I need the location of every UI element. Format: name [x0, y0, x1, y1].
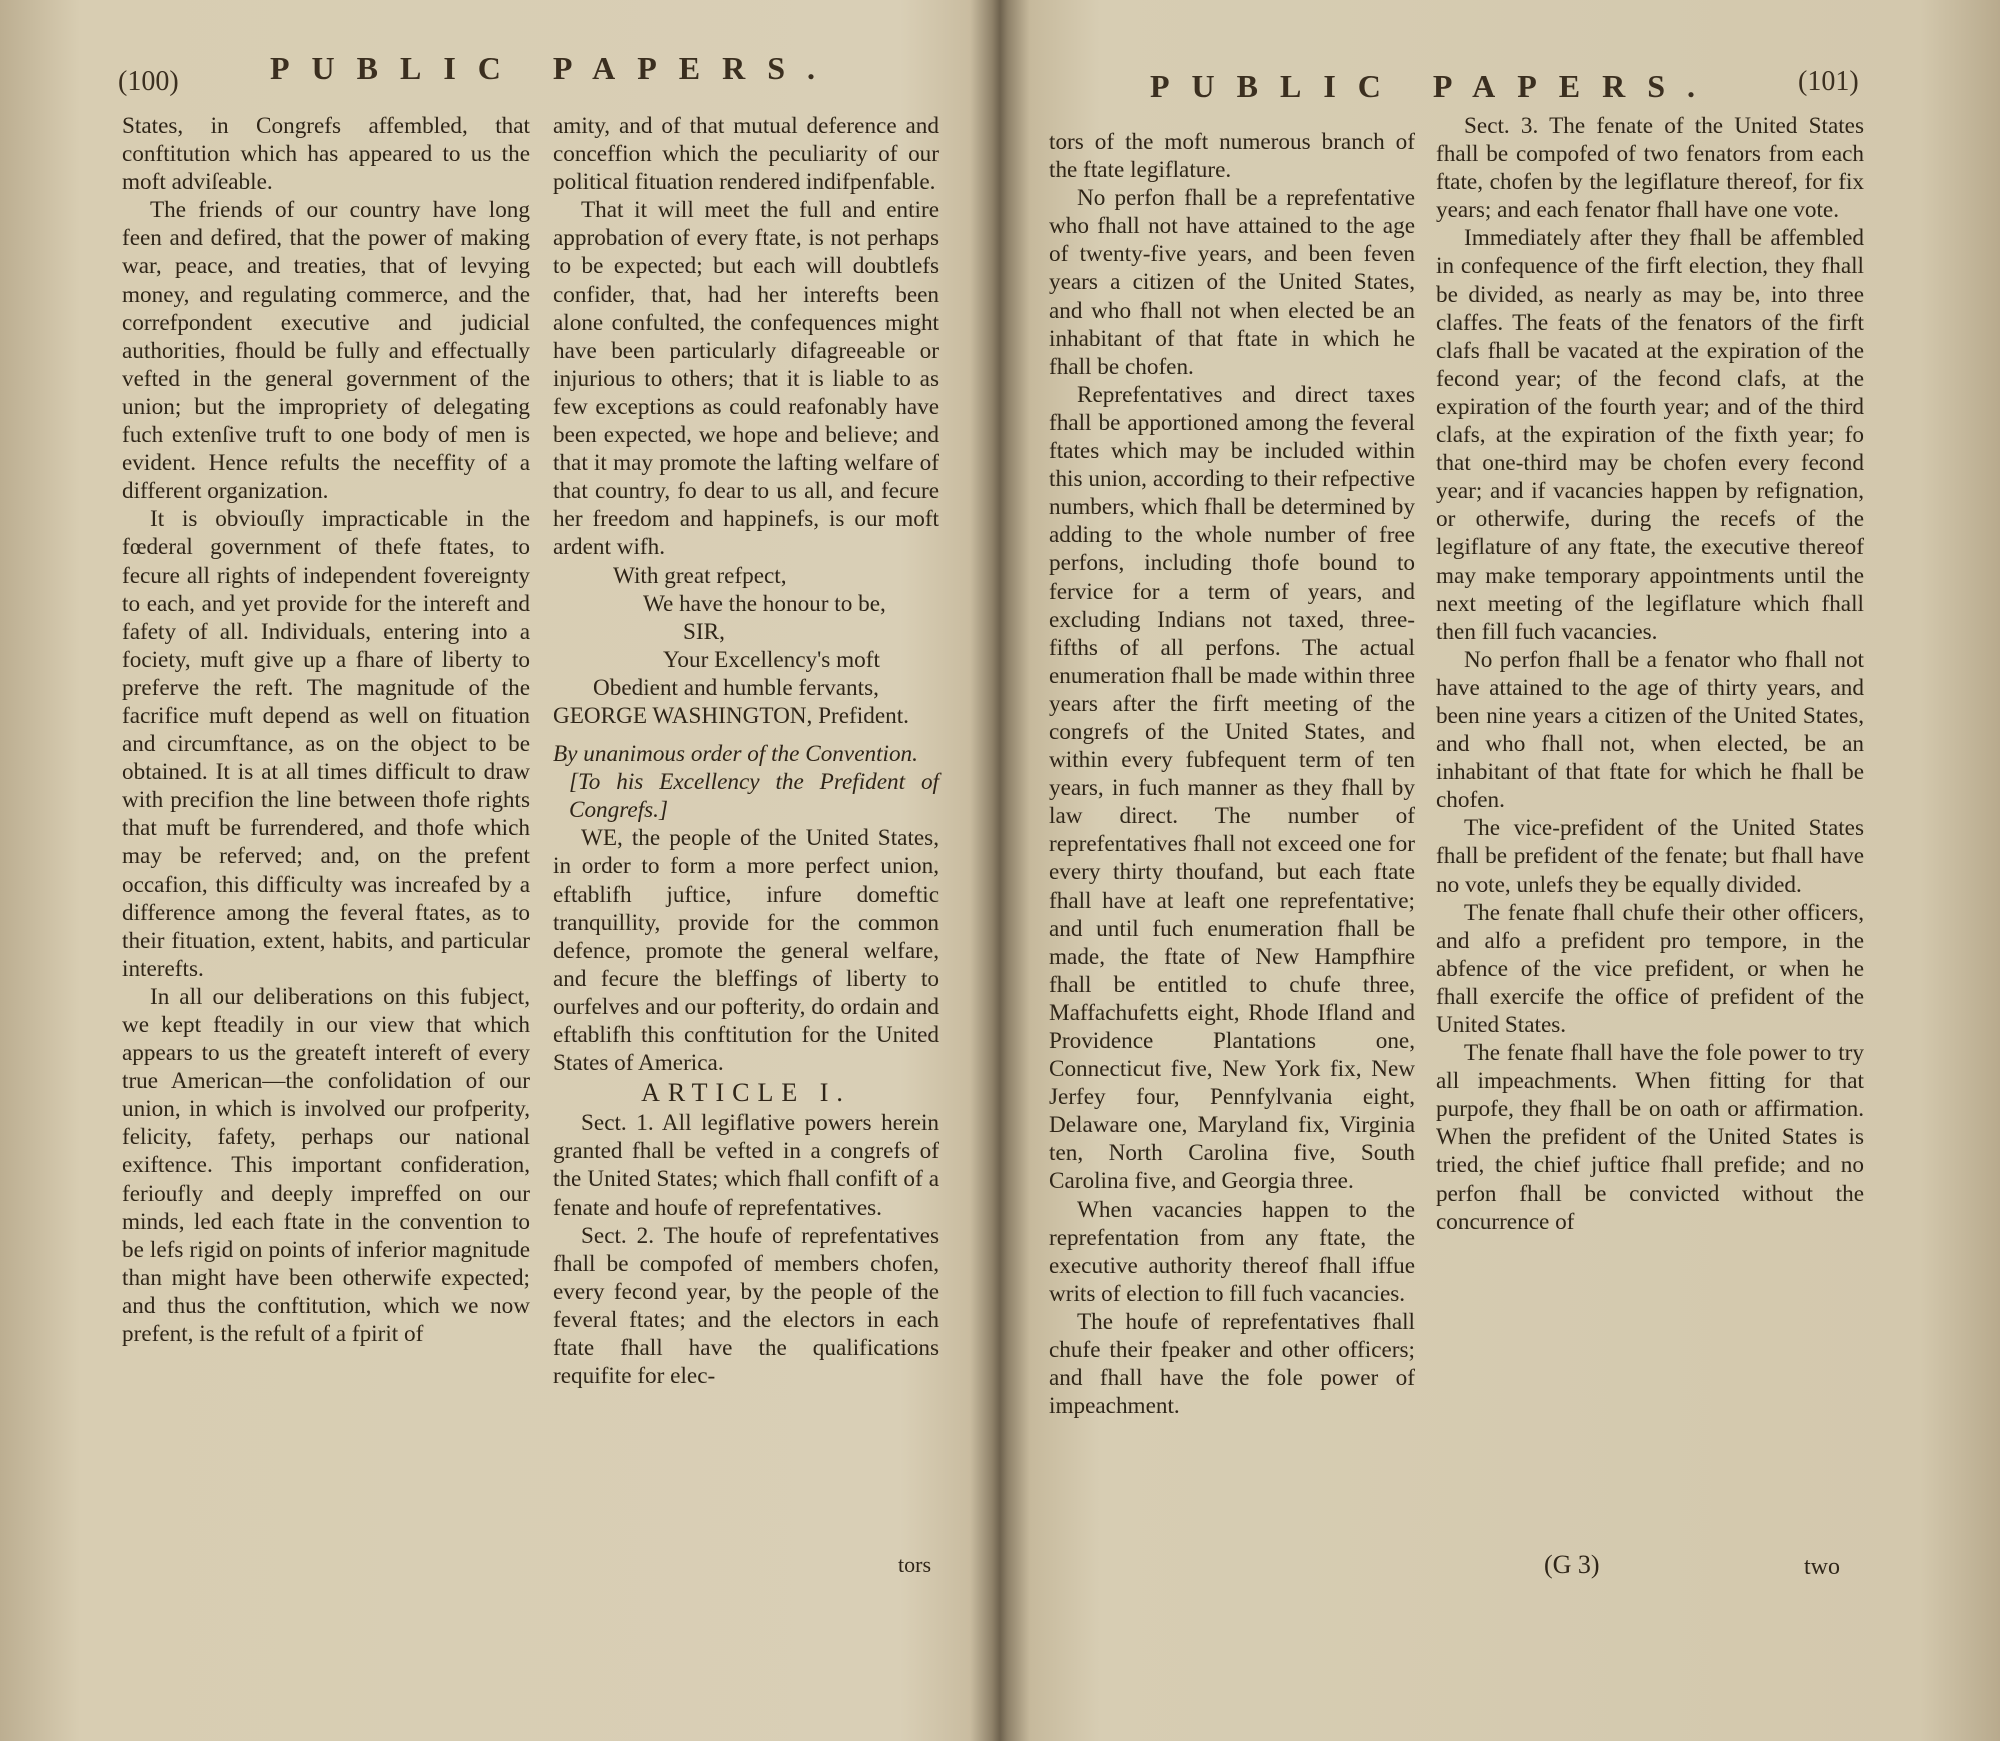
closing-line: With great refpect, — [613, 562, 787, 589]
paragraph: Immediately after they fhall be affembled in confequence of the firft election, they fhall be divided, as nearly as may be, into three claffes. The feats of the fenators of the firft clafs fhall be vacated at the expiration of the fecond year; of the fecond clafs, at the expiration of the fourth year; and of the third clafs, at the expiration of the fixth year; fo that one-third may be chofen every fecond year; and if vacancies happen by refignation, or otherwife, during the recefs of the legiflature of any ftate, the executive thereof may make temporary appointments until the next meeting of the legiflature which fhall then fill fuch vacancies. — [1436, 225, 1864, 645]
preamble: WE, the people of the United States, in order to form a more perfect union, eftablifh juftice, infure domeftic tranquillity, provide for the common defence, promote the general welfare, and fecure the bleffings of liberty to ourfelves and our pofterity, do ordain and eftablifh this conftitution for the United States of America. — [553, 825, 939, 1077]
section-1: Sect. 1. All legiflative powers herein granted fhall be vefted in a congrefs of the United States; which fhall confift of a fenate and houfe of reprefentatives. — [553, 1110, 939, 1221]
closing-line: We have the honour to be, — [643, 590, 886, 617]
right-column-1 — [1049, 128, 1415, 1420]
running-head: PUBLIC PAPERS. — [1150, 68, 1717, 104]
paragraph: When vacancies happen to the reprefentation from any ftate, the executive authority thereof fhall iffue writs of election to fill fuch vacancies. — [1049, 1196, 1415, 1307]
paragraph: amity, and of that mutual deference and conceffion which the peculiarity of our political fituation rendered indifpenfable. — [553, 113, 939, 196]
paragraph: tors of the moft numerous branch of the ftate legiflature. — [1049, 129, 1415, 184]
order-line: By unanimous order of the Convention. — [553, 741, 918, 768]
paragraph: No perfon fhall be a reprefentative who fhall not have attained to the age of twenty-five years, and been feven years a citizen of the United States, and who fhall not when elected be an inhabitant of that ftate in which he fhall be chofen. — [1049, 185, 1415, 380]
right-page — [1004, 0, 2000, 1741]
closing-line: SIR, — [683, 618, 725, 645]
page-number: (101) — [1798, 66, 1859, 97]
paragraph: The fenate fhall chufe their other officers, and alfo a prefident pro tempore, in the abfence of the vice prefident, or when he fhall exercife the office of prefident of the United States. — [1436, 899, 1864, 1038]
left-column-2 — [553, 112, 939, 1390]
paragraph: States, in Congrefs affembled, that conftitution which has appeared to us the moft adviſeable. — [122, 113, 530, 196]
article-heading: ARTICLE I. — [641, 1078, 851, 1108]
paragraph: The fenate fhall have the fole power to try all impeachments. When fitting for that purpofe, they fhall be on oath or affirmation. When the prefident of the United States is tried, the chief juftice fhall prefide; and no perfon fhall be convicted without the concurrence of — [1436, 1040, 1864, 1235]
page-number: (100) — [118, 66, 179, 97]
paragraph: The friends of our country have long feen and defired, that the power of making war, peace, and treaties, that of levying money, and regulating commerce, and the correfpondent executive and judicial authorities, fhould be fully and effectually vefted in the general government of the union; but the impropriety of delegating fuch extenſive truft to one body of men is evident. Hence refults the neceffity of a different organization. — [122, 197, 530, 505]
paragraph: It is obviouſly impracticable in the fœderal government of thefe ftates, to fecure all rights of independent fovereignty to each, and yet provide for the intereft and fafety of all. Individuals, entering into a fociety, muft give up a fhare of liberty to preferve the reft. The magnitude of the facrifice muft depend as well on fituation and circumftance, as on the object to be obtained. It is at all times difficult to draw with precifion the line between thofe rights that muft be furrendered, and thofe which may be referved; and, on the prefent occafion, this difficulty was increafed by a difference among the feveral ftates, as to their fituation, extent, habits, and particular interefts. — [122, 506, 530, 982]
letter-closing — [553, 562, 939, 731]
right-column-2 — [1436, 112, 1864, 1236]
paragraph: Reprefentatives and direct taxes fhall be apportioned among the feveral ftates which may be included within this union, according to their refpective numbers, which fhall be determined by adding to the whole number of free perfons, including thofe bound to fervice for a term of years, and excluding Indians not taxed, three-fifths of all perfons. The actual enumeration fhall be made within three years after the firft meeting of the congrefs of the United States, and within every fubfequent term of ten years, in fuch manner as they fhall by law direct. The number of reprefentatives fhall not exceed one for every thirty thoufand, but each ftate fhall have at leaft one reprefentative; and until fuch enumeration fhall be made, the ftate of New Hampfhire fhall be entitled to chufe three, Maffachufetts eight, Rhode Ifland and Providence Plantations one, Connecticut five, New York fix, New Jerfey four, Pennfylvania eight, Delaware one, Maryland fix, Virginia ten, North Carolina five, South Carolina five, and Georgia three. — [1049, 381, 1415, 1195]
paragraph: The vice-prefident of the United States fhall be prefident of the fenate; but fhall have no vote, unlefs they be equally divided. — [1436, 815, 1864, 898]
left-page — [0, 0, 996, 1741]
signatory: GEORGE WASHINGTON, Prefident. — [553, 702, 909, 729]
paragraph: In all our deliberations on this fubject, we kept fteadily in our view that which appears to us the greateft intereft of every true American—the confolidation of our union, in which is involved our profperity, felicity, fafety, perhaps our national exiftence. This important confideration, ferioufly and deeply impreffed on our minds, led each ftate in the convention to be lefs rigid on points of inferior magnitude than might have been otherwife expected; and thus the conftitution, which we now prefent, is the refult of a fpirit of — [122, 983, 530, 1348]
paragraph: That it will meet the full and entire approbation of every ftate, is not perhaps to be expected; but each will doubtlefs confider, that, had her interefts been alone confulted, the confequences might have been particularly difagreeable or injurious to others; that it is liable to as few exceptions as could reafonably have been expected, we hope and believe; and that it may promote the lafting welfare of that country, fo dear to us all, and fecure her freedom and happinefs, is our moft ardent wifh. — [553, 197, 939, 561]
closing-line: Your Excellency's moft — [663, 646, 880, 673]
paragraph: No perfon fhall be a fenator who fhall not have attained to the age of thirty years, and been nine years a citizen of the United States, and who fhall not, when elected, be an inhabitant of that ftate for which he fhall be chofen. — [1436, 646, 1864, 814]
paragraph: The houfe of reprefentatives fhall chufe their fpeaker and other officers; and fhall have the fole power of impeachment. — [1049, 1308, 1415, 1420]
section-3: Sect. 3. The fenate of the United States fhall be compofed of two fenators from each ftate, chofen by the legiflature thereof, for fix years; and each fenator fhall have one vote. — [1436, 113, 1864, 224]
left-column-1 — [122, 112, 530, 1348]
running-head: PUBLIC PAPERS. — [270, 50, 837, 86]
closing-line: Obedient and humble fervants, — [593, 674, 879, 701]
address-line: [To his Excellency the Prefident of Congrefs.] — [569, 769, 939, 824]
catchword: tors — [898, 1552, 931, 1577]
signature-mark: (G 3) — [1544, 1550, 1600, 1579]
catchword: two — [1804, 1554, 1840, 1580]
section-2: Sect. 2. The houfe of reprefentatives fhall be compofed of members chofen, every fecond year, by the people of the feveral ftates; and the electors in each ftate fhall have the qualifications requifite for elec- — [553, 1222, 939, 1390]
